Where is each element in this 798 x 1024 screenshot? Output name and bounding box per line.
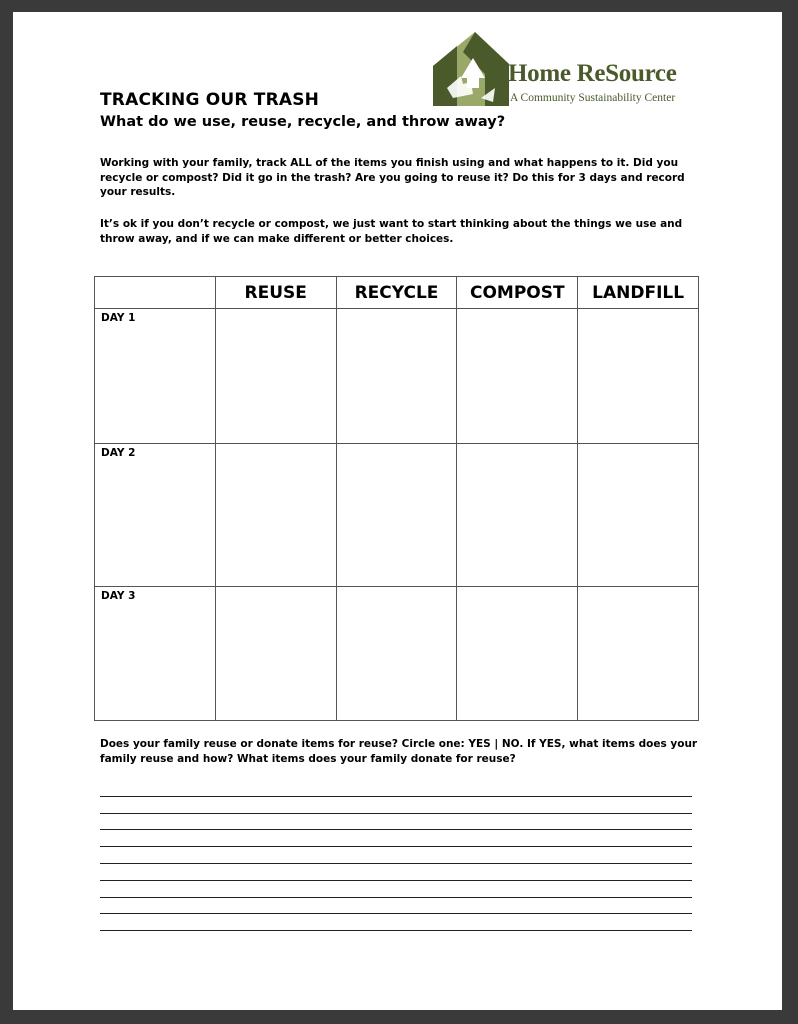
column-header-recycle: RECYCLE <box>336 277 457 309</box>
table-row <box>95 587 699 721</box>
entry-cell-reuse[interactable] <box>215 587 336 721</box>
table-row <box>95 444 699 587</box>
home-resource-logo <box>433 32 698 106</box>
worksheet-page <box>13 12 782 1010</box>
logo-name: Home ReSource <box>508 60 677 87</box>
answer-lines <box>100 780 692 931</box>
entry-cell-reuse[interactable] <box>215 309 336 444</box>
answer-line[interactable] <box>100 898 692 915</box>
answer-line[interactable] <box>100 881 692 898</box>
row-label-cell <box>95 309 216 444</box>
entry-cell-recycle[interactable] <box>336 309 457 444</box>
table-row <box>95 309 699 444</box>
logo-tagline: A Community Sustainability Center <box>510 92 676 104</box>
encouragement-paragraph: It’s ok if you don’t recycle or compost, we just want to start thinking about the things we use and throw away, and if we can make different or better choices. <box>100 218 683 245</box>
recycle-house-icon <box>433 32 513 106</box>
day-label: DAY 2 <box>101 447 136 459</box>
empty-header-cell <box>95 277 216 309</box>
row-label-cell <box>95 444 216 587</box>
column-header-landfill: LANDFILL <box>578 277 699 309</box>
row-label-cell <box>95 587 216 721</box>
entry-cell-recycle[interactable] <box>336 444 457 587</box>
entry-cell-landfill[interactable] <box>578 444 699 587</box>
entry-cell-recycle[interactable] <box>336 587 457 721</box>
answer-line[interactable] <box>100 847 692 864</box>
answer-line[interactable] <box>100 864 692 881</box>
reuse-question: Does your family reuse or donate items for reuse? Circle one: YES | NO. If YES, what items does your family reuse and how? What items does your family donate for reuse? <box>100 738 698 765</box>
answer-line[interactable] <box>100 814 692 831</box>
page-subtitle: What do we use, reuse, recycle, and throw away? <box>100 114 506 130</box>
answer-line[interactable] <box>100 914 692 931</box>
answer-line[interactable] <box>100 830 692 847</box>
entry-cell-reuse[interactable] <box>215 444 336 587</box>
entry-cell-compost[interactable] <box>457 309 578 444</box>
tracking-table <box>94 276 699 721</box>
answer-line[interactable] <box>100 797 692 814</box>
page-title: TRACKING OUR TRASH <box>100 90 320 110</box>
entry-cell-compost[interactable] <box>457 444 578 587</box>
column-header-reuse: REUSE <box>215 277 336 309</box>
entry-cell-landfill[interactable] <box>578 309 699 444</box>
entry-cell-landfill[interactable] <box>578 587 699 721</box>
instructions-paragraph: Working with your family, track ALL of the items you finish using and what happens to it. Did you recycle or compost? Did it go in the trash? Are you going to reuse it? Do this for 3 days and record your results. <box>100 157 685 198</box>
column-header-compost: COMPOST <box>457 277 578 309</box>
day-label: DAY 1 <box>101 312 136 324</box>
day-label: DAY 3 <box>101 590 136 602</box>
answer-line[interactable] <box>100 780 692 797</box>
table-header-row <box>95 277 699 309</box>
entry-cell-compost[interactable] <box>457 587 578 721</box>
